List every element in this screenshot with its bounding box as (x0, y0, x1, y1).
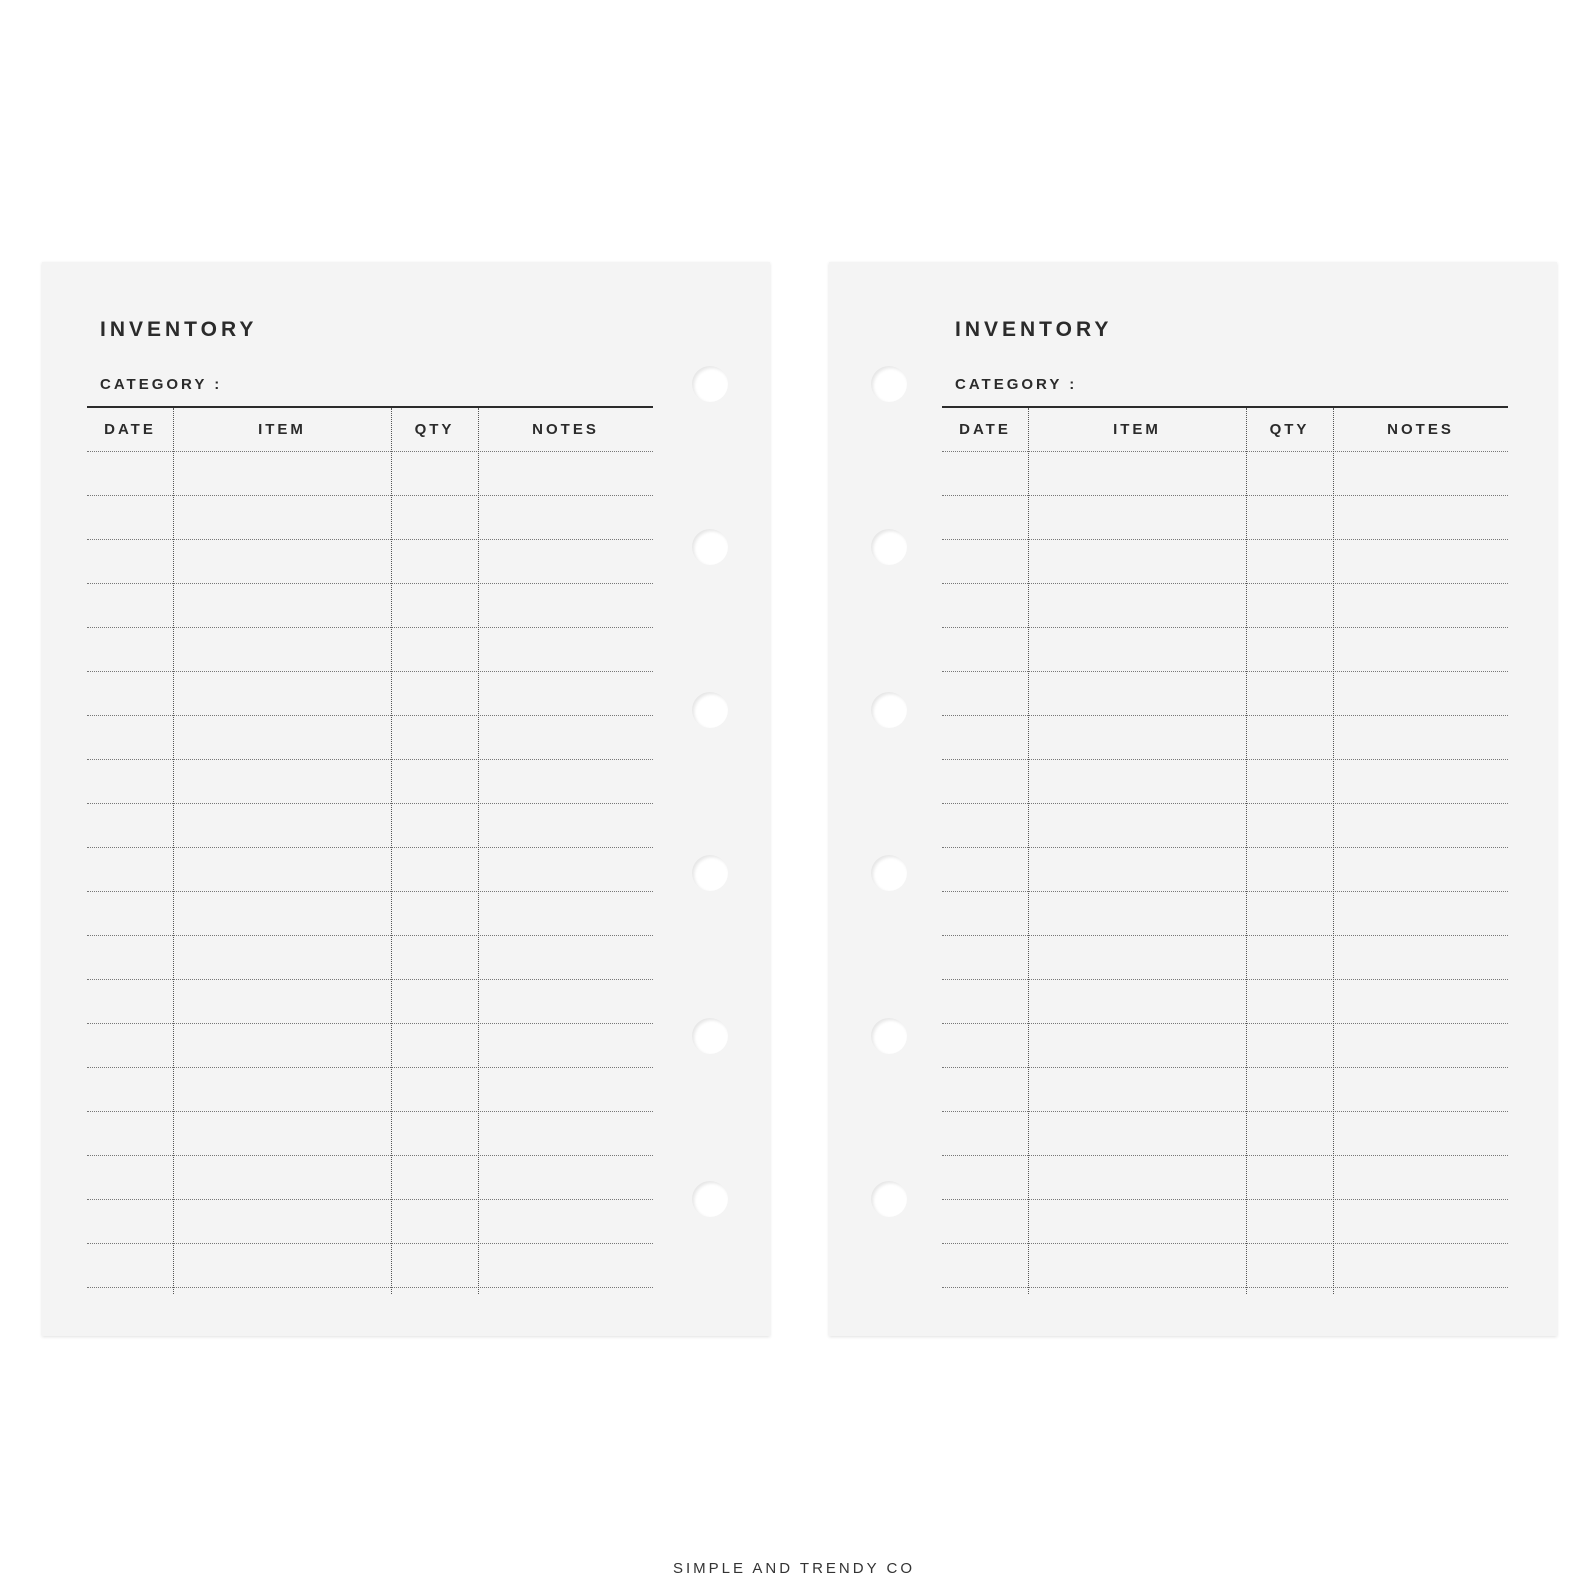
table-row (942, 540, 1508, 584)
table-row (87, 584, 653, 628)
table-row (942, 1156, 1508, 1200)
table-row (942, 848, 1508, 892)
table-row (942, 716, 1508, 760)
column-divider (391, 408, 392, 1294)
table-row (87, 892, 653, 936)
punch-hole (692, 366, 728, 402)
table-row (942, 1112, 1508, 1156)
table-row (87, 1200, 653, 1244)
table-row (87, 672, 653, 716)
table-row (87, 1068, 653, 1112)
table-row (942, 936, 1508, 980)
table-row (942, 496, 1508, 540)
punch-hole (692, 692, 728, 728)
punch-hole (871, 1018, 907, 1054)
table-header (942, 408, 1508, 452)
category-label: CATEGORY : (100, 376, 223, 393)
table-row (942, 892, 1508, 936)
table-row (87, 716, 653, 760)
brand-footer: SIMPLE AND TRENDY CO (673, 1560, 915, 1577)
column-header-date: DATE (959, 421, 1011, 438)
table-row (87, 1112, 653, 1156)
punch-hole (871, 855, 907, 891)
punch-hole (692, 1181, 728, 1217)
table-row (87, 496, 653, 540)
table-row (942, 584, 1508, 628)
table-row (87, 1024, 653, 1068)
table-row (942, 760, 1508, 804)
table-row (942, 1068, 1508, 1112)
column-header-notes: NOTES (532, 421, 599, 438)
table-row (87, 980, 653, 1024)
page-title: INVENTORY (100, 318, 258, 341)
table-row (942, 672, 1508, 716)
column-header-item: ITEM (1113, 421, 1161, 438)
table-row (942, 1244, 1508, 1288)
table-row (87, 1244, 653, 1288)
table-row (942, 804, 1508, 848)
punch-hole (692, 855, 728, 891)
table-row (942, 1200, 1508, 1244)
page-title: INVENTORY (955, 318, 1113, 341)
column-header-notes: NOTES (1387, 421, 1454, 438)
column-header-qty: QTY (414, 421, 455, 438)
punch-hole (871, 366, 907, 402)
table-row (87, 540, 653, 584)
punch-hole (871, 529, 907, 565)
table-row (87, 760, 653, 804)
column-divider (1028, 408, 1029, 1294)
category-label: CATEGORY : (955, 376, 1078, 393)
table-row (942, 628, 1508, 672)
column-divider (478, 408, 479, 1294)
planner-page-left (42, 262, 770, 1336)
column-header-qty: QTY (1269, 421, 1310, 438)
table-row (87, 848, 653, 892)
table-row (942, 452, 1508, 496)
punch-hole (871, 692, 907, 728)
column-header-item: ITEM (258, 421, 306, 438)
punch-hole (871, 1181, 907, 1217)
punch-hole (692, 529, 728, 565)
column-divider (1246, 408, 1247, 1294)
table-row (87, 1156, 653, 1200)
punch-hole (692, 1018, 728, 1054)
table-row (87, 936, 653, 980)
planner-page-right (829, 262, 1557, 1336)
column-divider (1333, 408, 1334, 1294)
table-row (87, 628, 653, 672)
table-row (942, 980, 1508, 1024)
table-header (87, 408, 653, 452)
inventory-table (87, 406, 653, 1294)
table-row (942, 1024, 1508, 1068)
column-divider (173, 408, 174, 1294)
table-row (87, 452, 653, 496)
column-header-date: DATE (104, 421, 156, 438)
table-row (87, 804, 653, 848)
inventory-table (942, 406, 1508, 1294)
